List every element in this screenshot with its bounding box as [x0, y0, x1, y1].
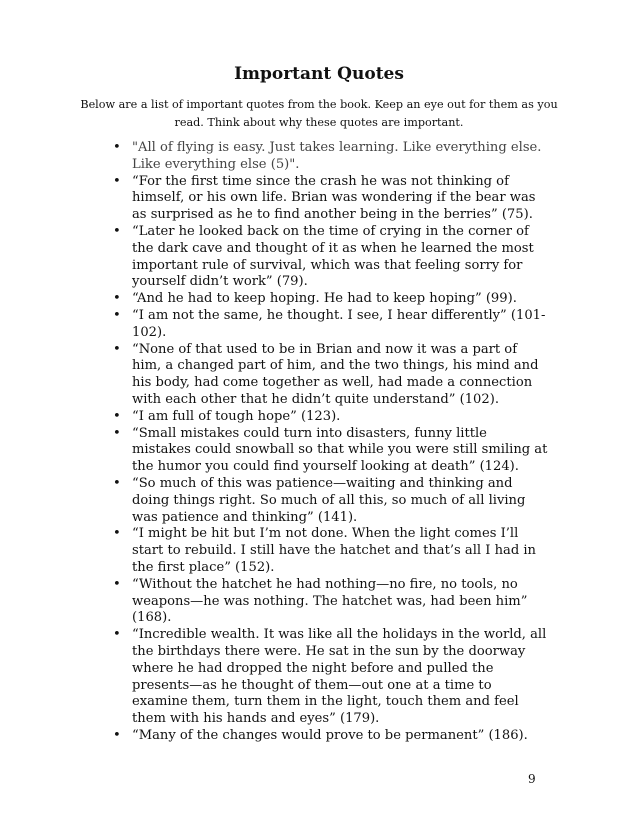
bullet-icon: • [113, 576, 121, 592]
quote-item [0, 174, 548, 224]
page-number: 9 [528, 772, 536, 786]
quote-text: “I am full of tough hope” (123). [132, 408, 341, 424]
quote-item [0, 342, 548, 409]
bullet-icon: • [113, 140, 121, 155]
quote-text: "All of flying is easy. Just takes learning. Like everything else. Like everything else (5)". [132, 140, 542, 172]
bullet-icon: • [113, 475, 121, 491]
page-title: Important Quotes [234, 64, 404, 84]
quote-text: “So much of this was patience—waiting and thinking and doing things right. So much of all this, so much of all living was patience and thinking” (141). [132, 475, 526, 525]
quote-text: “Many of the changes would prove to be permanent” (186). [132, 727, 528, 743]
quote-item [0, 308, 548, 342]
quote-item [0, 409, 548, 426]
bullet-icon: • [113, 408, 121, 424]
quote-item [0, 577, 548, 627]
quote-item [0, 476, 548, 526]
bullet-icon: • [113, 425, 121, 441]
bullet-icon: • [113, 341, 121, 357]
intro-text: Below are a list of important quotes from the book. Keep an eye out for them as you read. Think about why these quotes are important. [80, 98, 558, 129]
bullet-icon: • [113, 223, 121, 239]
quote-text: “Small mistakes could turn into disasters, funny little mistakes could snowball so that while you were still smiling at the humor you could find yourself looking at death” (124). [132, 425, 548, 475]
quote-text: “Incredible wealth. It was like all the holidays in the world, all the birthdays there were. He sat in the sun by the doorway where he had dropped the night before and pulled the presents—as he thought of them—out one at a time to examine them, turn them in the light, touch them and feel them with his hands and eyes” (179). [132, 627, 547, 727]
quote-text: “For the first time since the crash he was not thinking of himself, or his own life. Brian was wondering if the bear was as surprised as he to find another being in the berries” (75). [132, 173, 536, 223]
bullet-icon: • [113, 173, 121, 189]
quote-text: “I might be hit but I’m not done. When the light comes I’ll start to rebuild. I still have the hatchet and that’s all I had in the first place” (152). [132, 526, 536, 575]
bullet-icon: • [113, 526, 121, 542]
quote-item [0, 224, 548, 291]
quote-text: “I am not the same, he thought. I see, I hear differently” (101-102). [132, 307, 546, 340]
quote-text: “Later he looked back on the time of crying in the corner of the dark cave and thought of it as when he learned the most important rule of survival, which was that feeling sorry for yourself didn’t work” (79). [132, 223, 534, 290]
quote-list [0, 140, 548, 745]
quote-item [0, 728, 548, 745]
bullet-icon: • [113, 727, 121, 743]
bullet-icon: • [113, 291, 121, 307]
quote-item [0, 291, 548, 308]
bullet-icon: • [113, 307, 121, 323]
quote-item [0, 140, 548, 174]
quote-item [0, 526, 548, 576]
quote-text: “And he had to keep hoping. He had to keep hoping” (99). [132, 291, 517, 307]
bullet-icon: • [113, 627, 121, 643]
quote-text: “None of that used to be in Brian and now it was a part of him, a changed part of him, and the two things, his mind and his body, had come together as well, had made a connection with each other that he didn’t quite understand” (102). [132, 341, 539, 407]
quote-text: “Without the hatchet he had nothing—no fire, no tools, no weapons—he was nothing. The hatchet was, had been him” (168). [132, 576, 528, 626]
quote-item [0, 426, 548, 476]
quote-item [0, 627, 548, 728]
